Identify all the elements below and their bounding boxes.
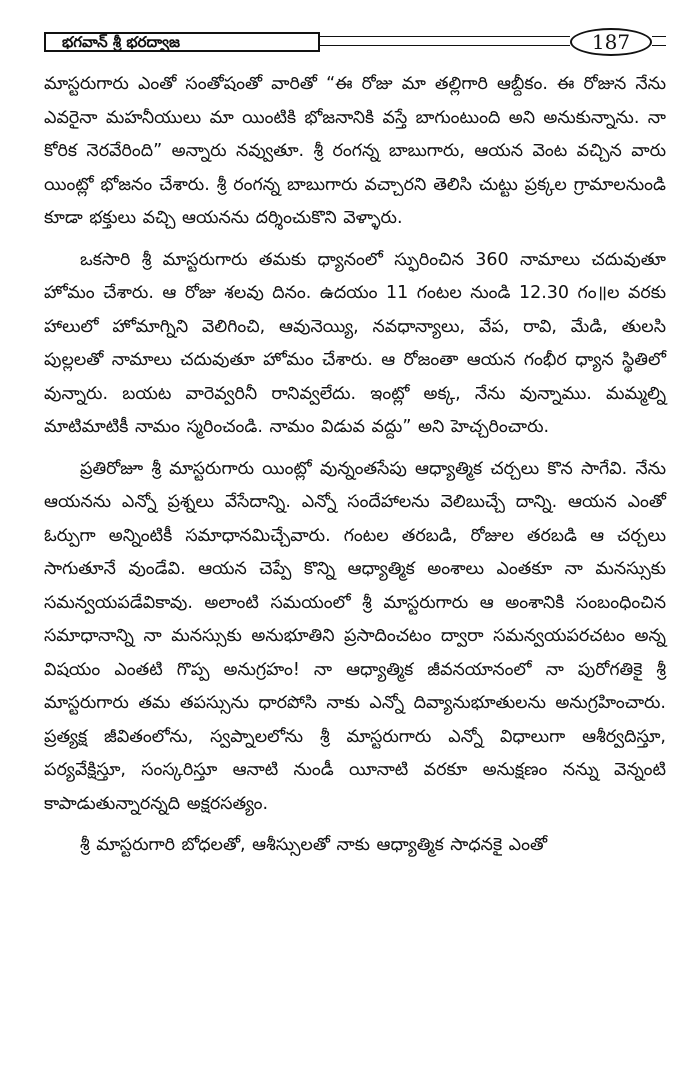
- page-number: 187: [570, 28, 652, 56]
- header-rule: [320, 36, 570, 46]
- book-title: భగవాన్ శ్రీ భరద్వాజ: [44, 32, 320, 52]
- paragraph-4: శ్రీ మాస్టరుగారి బోధలతో, ఆశీస్సులతో నాకు ఆధ్యాత్మిక సాధనకై ఎంతో: [80, 835, 548, 855]
- paragraph-1: మాస్టరుగారు ఎంతో సంతోషంతో వారితో “ఈ రోజు మా తల్లిగారి ఆబ్దీకం. ఈ రోజున నేను ఎవరైనా మహనీయులు మా యింటికి భోజనానికి వస్తే బాగుంటుంది అని అనుకున్నాను. నా కోరిక నెరవేరింది” అన్నారు నవ్వుతూ. శ్రీ రంగన్న బాబుగారు, ఆయన వెంట వచ్చిన వారు యింట్లో భోజనం చేశారు. శ్రీ రంగన్న బాబుగారు వచ్చారని తెలిసి చుట్టు ప్రక్కల గ్రామాలనుండి కూడా భక్తులు వచ్చి ఆయనను దర్శించుకొని వెళ్ళారు.: [44, 74, 666, 228]
- header-rule-end: [652, 36, 666, 46]
- paragraph-3: ప్రతిరోజూ శ్రీ మాస్టరుగారు యింట్లో వున్నంతసేపు ఆధ్యాత్మిక చర్చలు కొన సాగేవి. నేను ఆయనను ఎన్నో ప్రశ్నలు వేసేదాన్ని. ఎన్నో సందేహాలను వెలిబుచ్చే దాన్ని. ఆయన ఎంతో ఓర్పుగా అన్నింటికీ సమాధానమిచ్చేవారు. గంటల తరబడి, రోజుల తరబడి ఆ చర్చలు సాగుతూనే వుండేవి. ఆయన చెప్పే కొన్ని ఆధ్యాత్మిక అంశాలు ఎంతకూ నా మనస్సుకు సమన్వయపడేవికావు. అలాంటి సమయంలో శ్రీ మాస్టరుగారు ఆ అంశానికి సంబంధించిన సమాధానాన్ని నా మనస్సుకు అనుభూతిని ప్రసాదించటం ద్వారా సమన్వయపరచటం అన్న విషయం ఎంతటి గొప్ప అనుగ్రహం! నా ఆధ్యాత్మిక జీవనయానంలో నా పురోగతికై శ్రీ మాస్టరుగారు తమ తపస్సును ధారపోసి నాకు ఎన్నో దివ్యానుభూతులను అనుగ్రహించారు. ప్రత్యక్ష జీవితంలోను, స్వప్నాలలోను శ్రీ మాస్టరుగారు ఎన్నో విధాలుగా ఆశీర్వదిస్తూ, పర్యవేక్షిస్తూ, సంస్కరిస్తూ ఆనాటి నుండీ యీనాటి వరకూ అనుక్షణం నన్ను వెన్నంటి కాపాడుతున్నారన్నది అక్షరసత్యం.: [44, 458, 666, 814]
- page-header: [44, 32, 666, 56]
- page-body: [44, 68, 666, 871]
- paragraph-2: ఒకసారి శ్రీ మాస్టరుగారు తమకు ధ్యానంలో స్ఫురించిన 360 నామాలు చదువుతూ హోమం చేశారు. ఆ రోజు శలవు దినం. ఉదయం 11 గంటల నుండి 12.30 గం॥ల వరకు హాలులో హోమాగ్నిని వెలిగించి, ఆవునెయ్యి, నవధాన్యాలు, వేప, రావి, మేడి, తులసి పుల్లలతో నామాలు చదువుతూ హోమం చేశారు. ఆ రోజంతా ఆయన గంభీర ధ్యాన స్థితిలో వున్నారు. బయట వారెవ్వరినీ రానివ్వలేదు. ఇంట్లో అక్క, నేను వున్నాము. మమ్మల్ని మాటిమాటికీ నామం స్మరించండి. నామం విడువ వద్దు” అని హెచ్చరించారు.: [44, 249, 666, 437]
